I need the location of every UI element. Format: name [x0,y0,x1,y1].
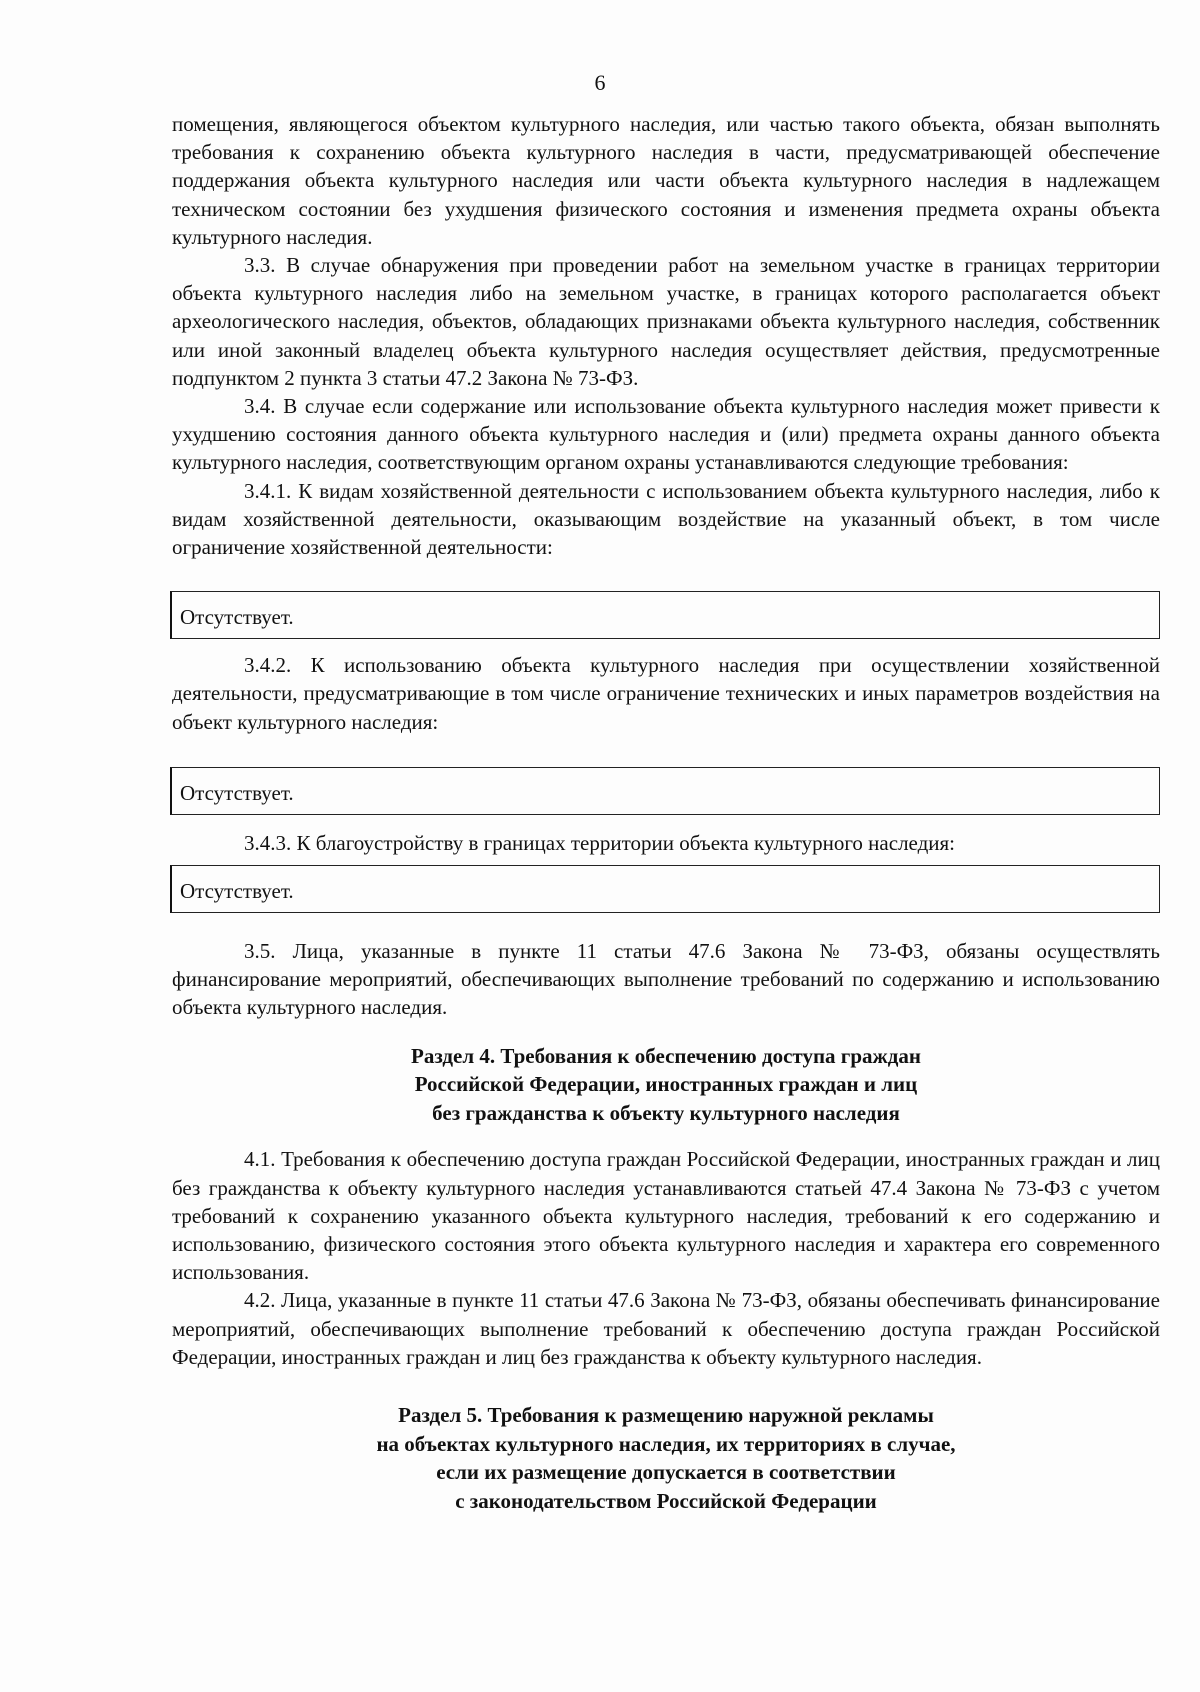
page-number: 6 [594,70,606,95]
paragraph-3-4-3: 3.4.3. К благоустройству в границах территории объекта культурного наследия: [244,830,956,855]
section-5-heading-line-1: Раздел 5. Требования к размещению наружной рекламы [398,1403,934,1428]
requirement-box-1: Отсутствует. [170,591,1160,639]
paragraph-3-4-1: 3.4.1. К видам хозяйственной деятельности с использованием объекта культурного наследия, либо к видам хозяйственной деятельности, оказывающим воздействие на указанный объект, в том числе ограничение хозяйственной деятельности: [172,478,1160,560]
section-5-heading-line-2: на объектах культурного наследия, их территориях в случае, [376,1431,956,1456]
paragraph-3-4: 3.4. В случае если содержание или использование объекта культурного наследия может привести к ухудшению состояния данного объекта культурного наследия и (или) предмета охраны данного объекта культурного наследия, соответствующим органом охраны устанавливаются следующие требования: [172,394,1160,475]
requirement-box-2: Отсутствует. [170,767,1160,815]
requirement-box-3: Отсутствует. [170,865,1160,913]
section-4-heading-line-2: Российской Федерации, иностранных граждан и лиц [414,1072,918,1097]
paragraph-3-4-2: 3.4.2. К использованию объекта культурного наследия при осуществлении хозяйственной деятельности, предусматривающие в том числе ограничение технических и иных параметров воздействия на объект культурного наследия: [172,653,1160,734]
section-4-heading-line-3: без гражданства к объекту культурного наследия [432,1100,900,1125]
document-body [172,110,1160,1515]
paragraph-4-2: 4.2. Лица, указанные в пункте 11 статьи 47.6 Закона № 73-ФЗ, обязаны обеспечивать финансирование мероприятий, обеспечивающих выполнение требований к обеспечению доступа граждан Российской Федерации, иностранных граждан и лиц без гражданства к объекту культурного наследия. [172,1288,1160,1369]
paragraph-3-3: 3.3. В случае обнаружения при проведении работ на земельном участке в границах территории объекта культурного наследия либо на земельном участке, в границах которого располагается объект археологического наследия, объектов, обладающих признаками объекта культурного наследия, собственник или иной законный владелец объекта культурного наследия осуществляет действия, предусмотренные подпунктом 2 пункта 3 статьи 47.2 Закона № 73-ФЗ. [172,253,1160,390]
paragraph-3-5: 3.5. Лица, указанные в пункте 11 статьи 47.6 Закона № 73-ФЗ, обязаны осуществлять финансирование мероприятий, обеспечивающих выполнение требований по содержанию и использованию объекта культурного наследия. [172,939,1160,1020]
section-4-heading-line-1: Раздел 4. Требования к обеспечению доступа граждан [411,1043,921,1068]
paragraph-continuation: помещения, являющегося объектом культурного наследия, или частью такого объекта, обязан выполнять требования к сохранению объекта культурного наследия в части, предусматривающей обеспечение поддержания объекта культурного наследия или части объекта культурного наследия в надлежащем техническом состоянии без ухудшения физического состояния и изменения предмета охраны объекта культурного наследия. [172,112,1160,249]
paragraph-4-1: 4.1. Требования к обеспечению доступа граждан Российской Федерации, иностранных граждан и лиц без гражданства к объекту культурного наследия устанавливаются статьей 47.4 Закона № 73-ФЗ с учетом требований к сохранению указанного объекта культурного наследия, требований к его содержанию и использованию, физического состояния этого объекта культурного наследия и характера его современного использования. [172,1147,1160,1285]
section-5-heading-line-3: если их размещение допускается в соответствии [436,1460,896,1485]
section-5-heading-line-4: с законодательством Российской Федерации [455,1488,877,1513]
